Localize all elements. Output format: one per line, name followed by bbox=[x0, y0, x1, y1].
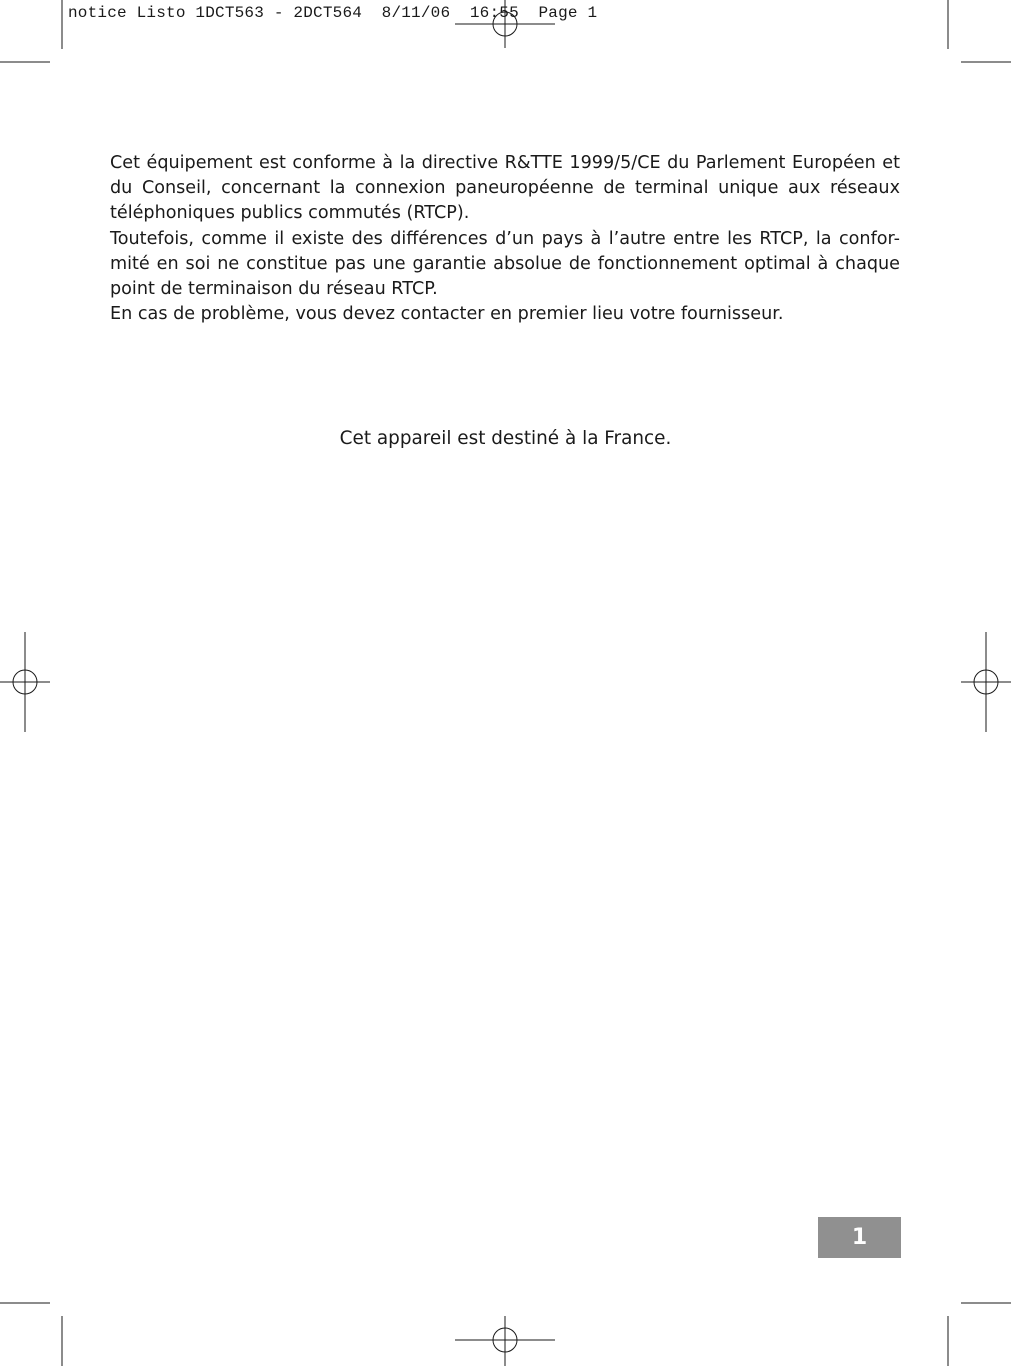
print-slug-line: notice Listo 1DCT563 - 2DCT564 8/11/06 16:55 Page 1 bbox=[68, 4, 598, 22]
page-number-badge: 1 bbox=[818, 1217, 901, 1258]
problem-contact-paragraph: En cas de problème, vous devez contacter en premier lieu votre fournisseur. bbox=[110, 304, 784, 325]
network-difference-paragraph: Toutefois, comme il existe des différences d’un pays à l’autre entre les RTCP, la confor-mité en soi ne constitue pas une garantie absolue de fonctionnement optimal à chaque point de terminaison du réseau RTCP. bbox=[110, 228, 900, 300]
directive-paragraph: Cet équipement est conforme à la directive R&TTE 1999/5/CE du Parlement Européen et du Conseil, concernant la connexion paneuropéenne de terminal unique aux réseaux téléphoniques publics commutés (RTCP). bbox=[110, 153, 900, 224]
compliance-text-block bbox=[110, 151, 900, 327]
destination-note: Cet appareil est destiné à la France. bbox=[339, 428, 672, 449]
